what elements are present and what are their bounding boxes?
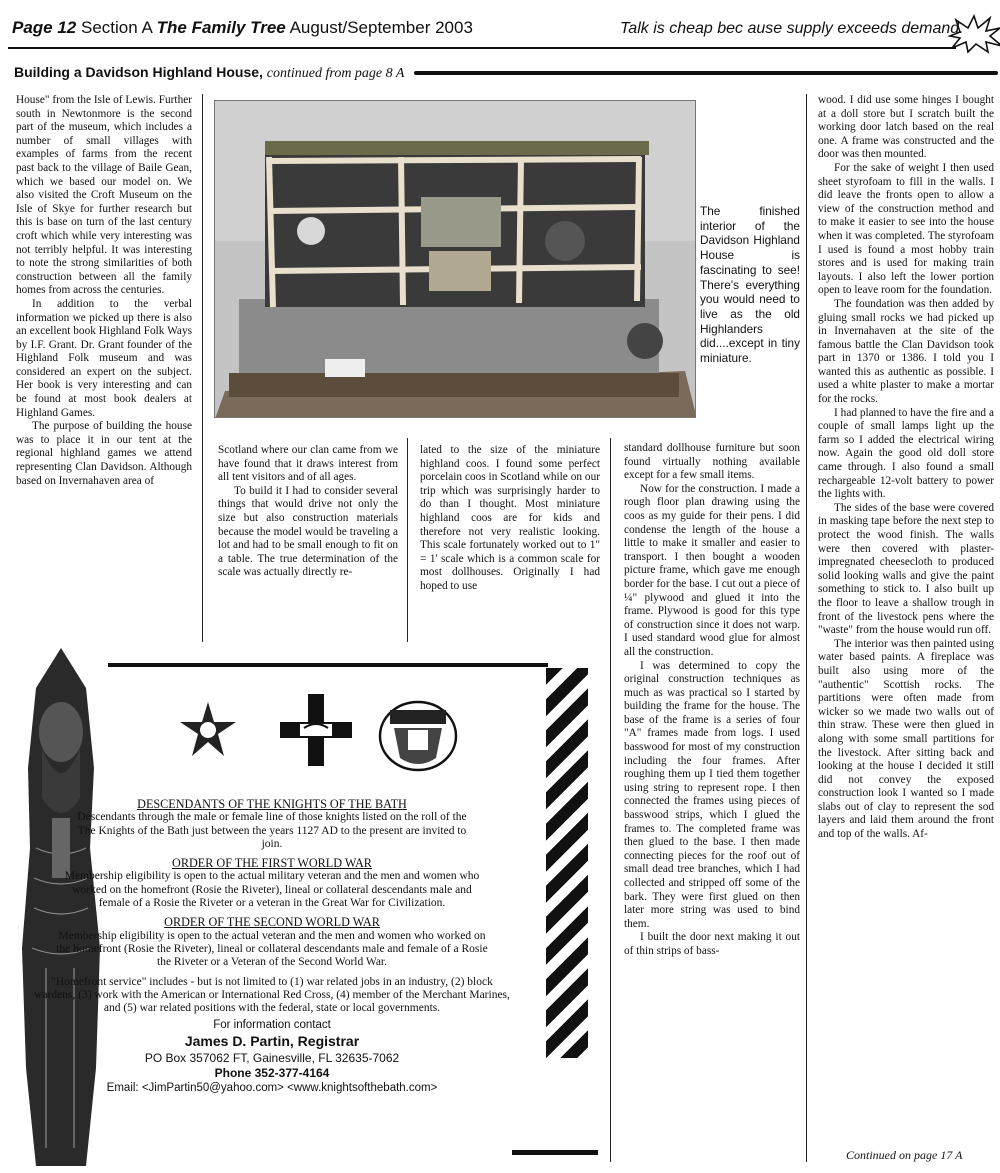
ad-contact-address: PO Box 357062 FT, Gainesville, FL 32635-7062 (144, 1050, 400, 1065)
article-column-3 (420, 444, 600, 642)
ad-text-knights-bath: Descendants through the male or female line of those knights listed on the roll of the The Knights of the Bath just between the years 1127 AD to the present are invited to join. (77, 811, 467, 850)
paragraph: I had planned to have the fire and a couple of small lamps light up the farm so I added the electrical wiring now. Again the good old doll store came through. I also found a small rechargeable 12-volt battery to power the lights with. (818, 406, 994, 501)
article-title (14, 64, 404, 82)
ad-heading-second-world-war: ORDER OF THE SECOND WORLD WAR (164, 915, 380, 930)
column-rule (407, 438, 408, 642)
column-rule (202, 94, 203, 642)
crest-emblem-icon (378, 700, 458, 772)
header-left (12, 18, 473, 38)
article-title-text: Building a Davidson Highland House, (14, 64, 263, 80)
header-rule (8, 47, 956, 49)
paragraph: The purpose of building the house was to place it in our tent at the regional highland games we attend representing Clan Davidson. Although based on Invernahaven area of (16, 420, 192, 487)
title-rule (414, 71, 998, 75)
ad-contact-name: James D. Partin, Registrar (184, 1032, 360, 1049)
paragraph: I built the door next making it out of thin strips of bass- (624, 931, 800, 957)
issue-date: August/September 2003 (289, 18, 473, 37)
ad-contact-phone: Phone 352-377-4164 (214, 1065, 330, 1080)
paragraph: In addition to the verbal information we picked up there is also an excellent book Highland Folk Ways by I.F. Grant. Dr. Grant founder of the Highland Folk museum and was considered an expert on the subject. Her book is very interesting and can be found at most book dealers at Highland Games. (16, 297, 192, 419)
article-column-4 (624, 442, 800, 1162)
paragraph: The interior was then painted using water based paints. A fireplace was built also using more of the "authentic" Scottish rocks. The partitions were often made from wicker so we made two walls out of thin straw. These were then glued in along with some small partitions for the livestock. After sitting back and looking at the house I decided it still did not convey the exposed construction look I wanted so I made slabs out of clay to represent the sod layers and laid them around the front and top of the walls. Af- (818, 637, 994, 841)
article-column-1 (16, 94, 192, 640)
section-label: Section A (81, 18, 152, 37)
continued-on: Continued on page 17 A (846, 1148, 963, 1162)
paragraph: To build it I had to consider several things that would drive not only the size but also construction materials because the model would be traveling a lot and had to be small enough to fit on a table. The true determination of the scale was actually directly re- (218, 484, 398, 579)
ad-text-first-world-war: Membership eligibility is open to the actual military veteran and the men and women who worked on the homefront (Rosie the Riveter), lineal or collateral descendants male and female of a Rosie the Riveter or a veteran in the Great War for Civilization. (64, 870, 480, 910)
highland-house-photo (214, 100, 696, 418)
page-number: Page 12 (12, 18, 77, 37)
ad-heading-knights-bath: DESCENDANTS OF THE KNIGHTS OF THE BATH (137, 797, 407, 811)
ad-text-second-world-war: Membership eligibility is open to the actual veteran and the men and women who worked on the homefront (Rosie the Riveter), lineal or collateral descendants male and female of a Rosie the Riveter or a Veteran of the Second World War. (56, 929, 488, 969)
ad-heading-first-world-war: ORDER OF THE FIRST WORLD WAR (172, 856, 372, 871)
paragraph: wood. I did use some hinges I bought at a doll store but I scratch built the working door latch based on the real one. A frame was constructed and the door was then mounted. (818, 94, 994, 161)
column-rule (610, 438, 611, 1162)
ad-bottom-rule (512, 1150, 598, 1155)
ad-text-homefront: "Homefront service" includes - but is not limited to (1) war related jobs in an industry, (2) block wardens, (3) work with the American or International Red Cross, (4) member of the Merchant Marines, and (5) war related positions with the federal, state or local governments. (34, 975, 510, 1015)
header-quote: Talk is cheap bec ause supply exceeds demand. (620, 20, 964, 37)
ad-contact-intro: For information contact (213, 1019, 331, 1032)
column-rule (806, 94, 807, 1162)
article-column-2 (218, 444, 398, 642)
publication-name: The Family Tree (156, 18, 286, 37)
paragraph: lated to the size of the miniature highland coos. I found some perfect porcelain coos in Scotland while on our trip which was surprisingly harder to do than I thought. Most miniature highland coos are for kids and therefore not very realistic looking. This scale fortunately worked out to 1" = 1' scale which is a common scale for most dollhouses. Originally I had hoped to use (420, 444, 600, 592)
article-title-bar (14, 64, 998, 84)
ad-top-rule (108, 663, 548, 667)
paragraph: I was determined to copy the original construction techniques as much as was practical so I started by building the frame for the house. The base of the frame is a series of four "A" frames made from logs. I used basswood for most of my construction including the four frames. After roughing them up I tied them together using string to represent rope. I then connected the frames using pieces of basswood strips, which I glued the frames to. The completed frame was then glued to the base. I then made connecting pieces for the roof out of small dead tree branches, which I had collected and stripped off some of the bark. They were first glued on then later more string was used to bind them. (624, 659, 800, 930)
paragraph: The sides of the base were covered in masking tape before the next step to protect the wood finish. The walls were then covered with plaster-impregnated cheesecloth to produced solid looking walls and give the paint something to stick to. I also built up the floor to leave a shallow trough in front of the livestock pens where the "waste" from the house would run off. (818, 501, 994, 637)
paragraph: Now for the construction. I made a rough floor plan drawing using the coos as my guide for their pens. I did condense the length of the house a little to make it smaller and easier to transport. I then bought a wooden picture frame, which gave me enough border for the base. I cut out a piece of ¼" plywood and glued it into the frame. Plywood is good for this type of construction since it does not warp. I used standard wood glue for almost all the construction. (624, 482, 800, 658)
paragraph: The foundation was then added by gluing small rocks we had picked up in Invernahaven at the site of the famous battle the Clan Davidson took part in 1370 or 1386. I told you I wanted this as authentic as possible. I used a white plaster to make a mortar for the rocks. (818, 297, 994, 406)
star-cross-emblem-icon (178, 700, 238, 760)
paragraph: For the sake of weight I then used sheet styrofoam to fill in the walls. I did leave the fronts open to allow a view of the construction method and to make it easier to see into the house when it was completed. The styrofoam I used is found a most hobby train stores and is used for making train layouts. I also left the lower portion open to leave room for the foundation. (818, 161, 994, 297)
continued-from: continued from page 8 A (266, 66, 405, 81)
article-column-5 (818, 94, 994, 1146)
paragraph: standard dollhouse furniture but soon found virtually nothing available except for a few small items. (624, 442, 800, 482)
paragraph: House" from the Isle of Lewis. Further south in Newtonmore is the second part of the museum, which includes a number of small villages with examples of farms from the recent past back to the village of Baile Gean, which we based our model on. We also visited the Croft Museum on the Isle of Skye for further research but this is base on turn of the last century croft which while very interesting was not terribly helpful. It was interesting to note the strong similarities of both construction between all the family homes from across the centuries. (16, 94, 192, 297)
decorative-stripes (546, 668, 588, 1058)
paragraph: Scotland where our clan came from we have found that it draws interest from all tent visitors and of all ages. (218, 444, 398, 484)
page-header (8, 14, 998, 48)
house-model-image (215, 101, 696, 418)
ad-body (22, 792, 522, 1096)
starburst-icon (946, 14, 1000, 54)
ad-contact-email[interactable]: Email: <JimPartin50@yahoo.com> <www.knightsofthebath.com> (106, 1081, 438, 1094)
military-cross-emblem-icon (280, 694, 352, 766)
photo-caption: The finished interior of the Davidson Highland House is fascinating to see! There's everything you would need to live as the old Highlanders did....except in tiny miniature. (700, 204, 800, 366)
